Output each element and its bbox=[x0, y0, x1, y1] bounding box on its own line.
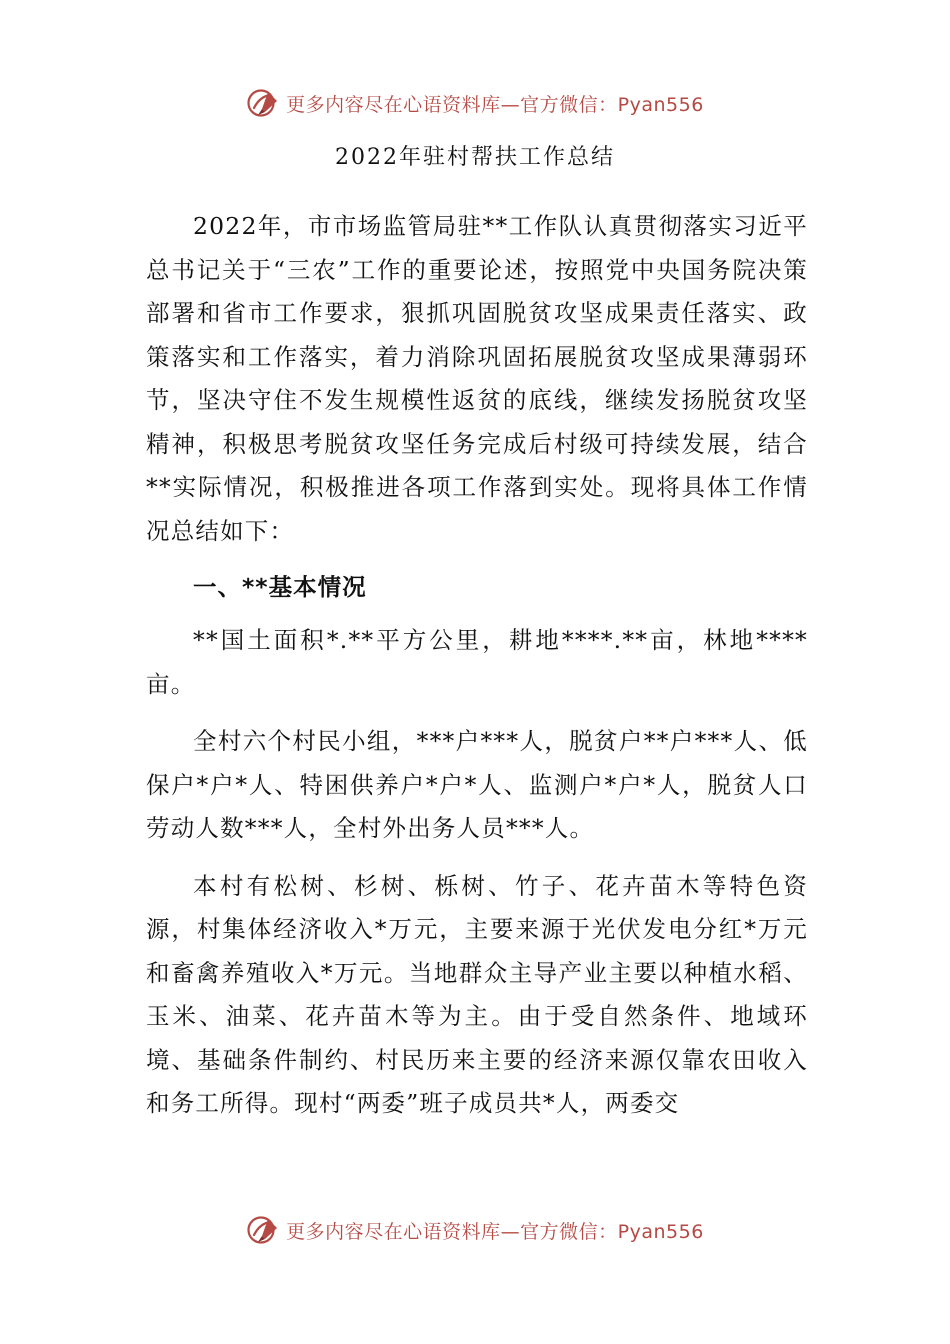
pen-logo-icon bbox=[246, 86, 280, 120]
watermark-footer bbox=[0, 1210, 950, 1250]
document-body bbox=[146, 205, 808, 1126]
paragraph-population: 全村六个村民小组，***户***人，脱贫户**户***人、低保户*户*人、特困供养户*户*人、监测户*户*人，脱贫人口劳动人数***人，全村外出务人员***人。 bbox=[146, 727, 808, 842]
watermark-header bbox=[0, 83, 950, 123]
pen-logo-icon bbox=[246, 1213, 280, 1247]
watermark-text: 更多内容尽在心语资料库—官方微信：Pyan556 bbox=[286, 93, 704, 116]
watermark-text: 更多内容尽在心语资料库—官方微信：Pyan556 bbox=[286, 1220, 704, 1243]
paragraph-land-area: **国土面积*.**平方公里，耕地****.**亩，林地****亩。 bbox=[146, 626, 808, 698]
section-heading-basic-info: 一、**基本情况 bbox=[193, 573, 367, 601]
paragraph-resources: 本村有松树、杉树、栎树、竹子、花卉苗木等特色资源，村集体经济收入*万元，主要来源于光伏发电分红*万元和畜禽养殖收入*万元。当地群众主导产业主要以种植水稻、玉米、油菜、花卉苗木等为主。由于受自然条件、地域环境、基础条件制约、村民历来主要的经济来源仅靠农田收入和务工所得。现村“两委”班子成员共*人，两委交 bbox=[146, 871, 808, 1117]
document-title: 2022年驻村帮扶工作总结 bbox=[335, 145, 615, 170]
intro-paragraph: 2022年，市市场监管局驻**工作队认真贯彻落实习近平总书记关于“三农”工作的重要论述，按照党中央国务院决策部署和省市工作要求，狠抓巩固脱贫攻坚成果责任落实、政策落实和工作落实，着力消除巩固拓展脱贫攻坚成果薄弱环节，坚决守住不发生规模性返贫的底线，继续发扬脱贫攻坚精神，积极思考脱贫攻坚任务完成后村级可持续发展，结合**实际情况，积极推进各项工作落到实处。现将具体工作情况总结如下： bbox=[146, 212, 808, 545]
